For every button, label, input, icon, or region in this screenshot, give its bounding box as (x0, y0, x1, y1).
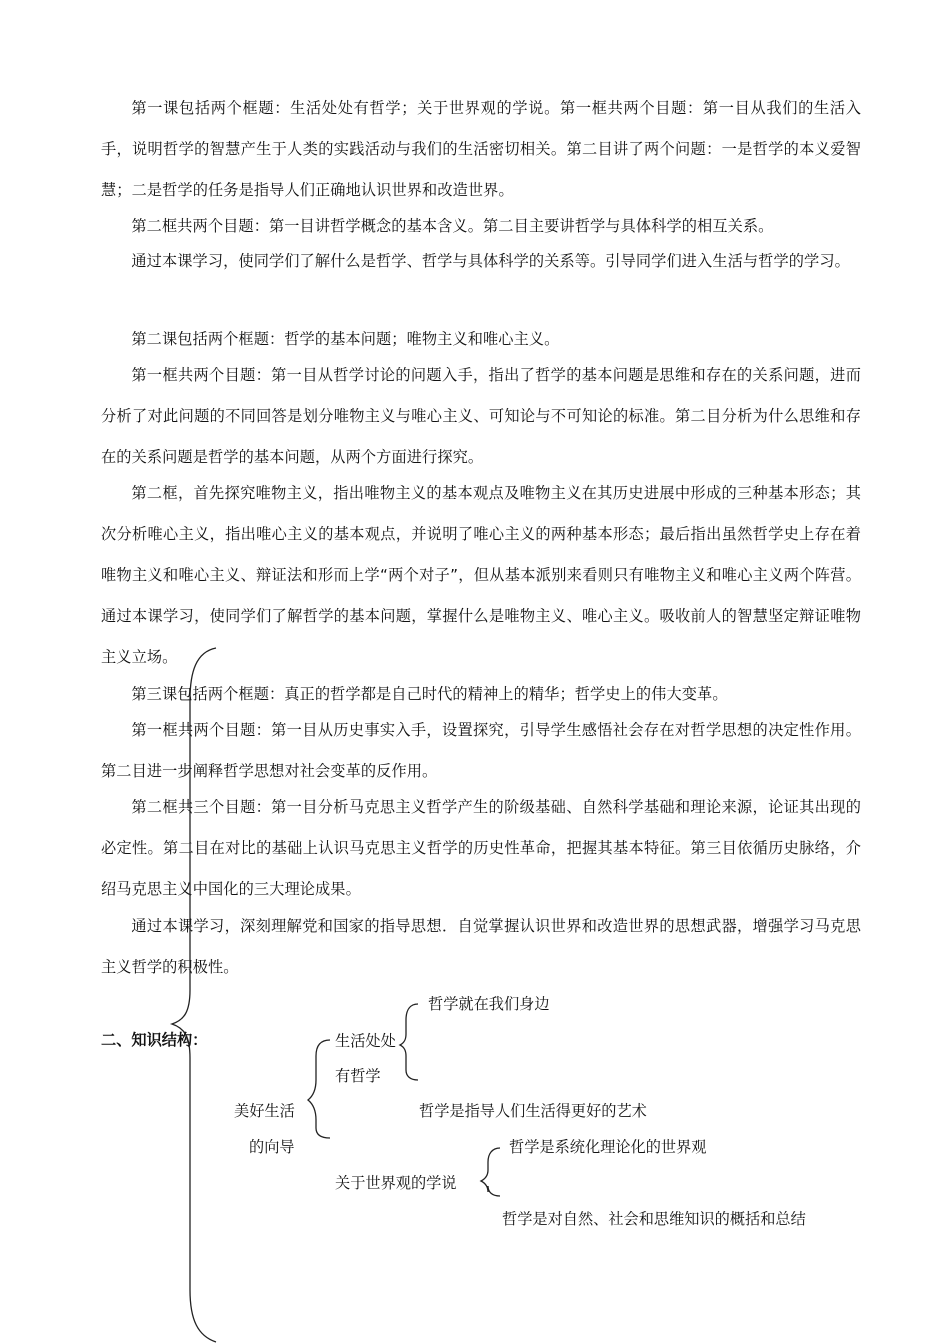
paragraph-lesson1-frame2: 第二框共两个目题：第一目讲哲学概念的基本含义。第二目主要讲哲学与具体科学的相互关系。 (131, 217, 774, 235)
branch2-brace (481, 1148, 500, 1196)
structure-leaf2: 哲学是指导人们生活得更好的艺术 (419, 1102, 647, 1120)
paragraph-lesson3-summary: 通过本课学习，深刻理解党和国家的指导思想．自觉掌握认识世界和改造世界的思想武器，增强学习马克思主义哲学的积极性。 (101, 917, 861, 976)
structure-heading: 二、知识结构： (101, 1031, 208, 1049)
structure-leaf4: 哲学是对自然、社会和思维知识的概括和总结 (502, 1210, 806, 1228)
outer-brace (172, 648, 216, 1342)
structure-branch2: 关于世界观的学说 (335, 1174, 457, 1192)
structure-leaf1: 哲学就在我们身边 (428, 995, 550, 1013)
structure-root-line2: 的向导 (249, 1138, 295, 1156)
structure-branch1-line2: 有哲学 (335, 1067, 381, 1085)
paragraph-lesson3-frame1: 第一框共两个目题：第一目从历史事实入手，设置探究，引导学生感悟社会存在对哲学思想的决定性作用。第二目进一步阐释哲学思想对社会变革的反作用。 (101, 721, 861, 780)
paragraph-lesson2-overview: 第二课包括两个框题：哲学的基本问题；唯物主义和唯心主义。 (131, 330, 560, 348)
structure-leaf3: 哲学是系统化理论化的世界观 (509, 1138, 707, 1156)
paragraph-lesson1-summary: 通过本课学习，使同学们了解什么是哲学、哲学与具体科学的关系等。引导同学们进入生活与哲学的学习。 (131, 252, 850, 270)
paragraph-lesson2-frame1: 第一框共两个目题：第一目从哲学讨论的问题入手，指出了哲学的基本问题是思维和存在的关系问题，进而分析了对此问题的不同回答是划分唯物主义与唯心主义、可知论与不可知论的标准。第二目分析为什么思维和存在的关系问题是哲学的基本问题，从两个方面进行探究。 (101, 366, 861, 466)
root-brace (308, 1040, 330, 1138)
structure-root-line1: 美好生活 (234, 1102, 295, 1120)
branch1-brace (400, 1004, 418, 1080)
paragraph-lesson2-frame2: 第二框，首先探究唯物主义，指出唯物主义的基本观点及唯物主义在其历史进展中形成的三种基本形态；其次分析唯心主义，指出唯心主义的基本观点，并说明了唯心主义的两种基本形态；最后指出虽然哲学史上存在着唯物主义和唯心主义、辩证法和形而上学“两个对子”，但从基本派别来看则只有唯物主义和唯心主义两个阵营。通过本课学习，使同学们了解哲学的基本问题，掌握什么是唯物主义、唯心主义。吸收前人的智慧坚定辩证唯物主义立场。 (101, 484, 861, 666)
paragraph-lesson3-frame2: 第二框共三个目题：第一目分析马克思主义哲学产生的阶级基础、自然科学基础和理论来源，论证其出现的必定性。第二目在对比的基础上认识马克思主义哲学的历史性革命，把握其基本特征。第三目依循历史脉络，介绍马克思主义中国化的三大理论成果。 (101, 798, 861, 898)
paragraph-lesson1-overview: 第一课包括两个框题：生活处处有哲学；关于世界观的学说。第一框共两个目题：第一目从我们的生活入手，说明哲学的智慧产生于人类的实践活动与我们的生活密切相关。第二目讲了两个问题：一是哲学的本义爱智慧；二是哲学的任务是指导人们正确地认识世界和改造世界。 (101, 99, 861, 199)
paragraph-lesson3-overview: 第三课包括两个框题：真正的哲学都是自己时代的精神上的精华；哲学史上的伟大变革。 (131, 685, 728, 703)
structure-branch1-line1: 生活处处 (335, 1032, 396, 1050)
